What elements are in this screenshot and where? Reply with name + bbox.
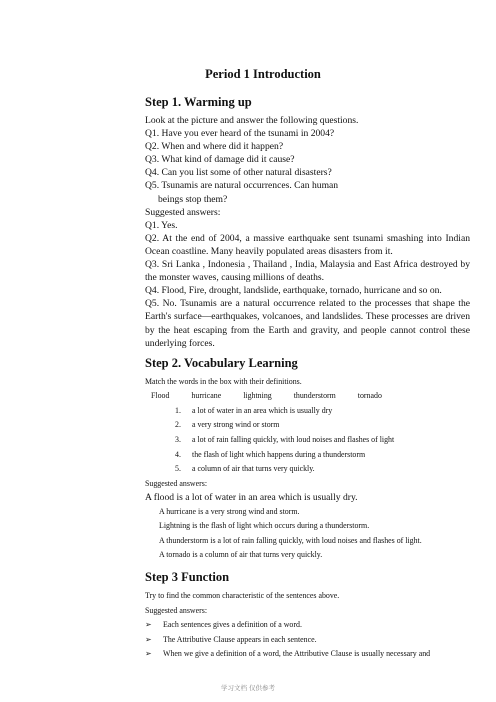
definition-text: a column of air that turns very quickly. <box>192 464 315 474</box>
question-3: Q3. What kind of damage did it cause? <box>145 154 295 166</box>
list-number: 3. <box>175 435 181 445</box>
list-item <box>145 647 470 662</box>
page-footer: 学习文档 仅供参考 <box>220 684 276 692</box>
list-number: 2. <box>175 420 181 430</box>
page-title: Period 1 Introduction <box>205 67 321 81</box>
word-thunderstorm: thunderstorm <box>293 391 336 401</box>
question-4: Q4. Can you list some of other natural disasters? <box>145 167 332 179</box>
answer-1: Q1. Yes. <box>145 219 178 231</box>
step1-heading: Step 1. Warming up <box>145 95 252 109</box>
definition-list <box>145 404 470 477</box>
list-item <box>145 404 470 419</box>
arrow-bullet-icon: ➢ <box>145 620 152 630</box>
question-5: Q5. Tsunamis are natural occurrences. Can human <box>145 180 339 192</box>
definition-text: a lot of rain falling quickly, with loud noises and flashes of light <box>192 435 395 445</box>
step2-intro: Match the words in the box with their definitions. <box>145 376 302 386</box>
answer-5: Q5. No. Tsunamis are a natural occurrence related to the processes that shape the Earth's surface—earthquakes, volcanoes, and landslides. These processes are driven by the heat escaping from the Earth and gravity, and people cannot control these underlying forces. <box>145 298 470 349</box>
question-5-continued: beings stop them? <box>158 193 228 205</box>
vocab-answer-4: A thunderstorm is a lot of rain falling quickly, with loud noises and flashes of light. <box>159 535 422 545</box>
list-item <box>145 433 470 448</box>
definition-text: the flash of light which happens during a thunderstorm <box>192 449 366 459</box>
list-number: 1. <box>175 405 181 415</box>
list-item <box>145 633 470 648</box>
word-tornado: tornado <box>357 391 382 401</box>
answer-3: Q3. Sri Lanka , Indonesia , Thailand , India, Malaysia and East Africa destroyed by the monster waves, causing millions of deaths. <box>145 259 470 284</box>
word-box <box>145 389 470 404</box>
list-item <box>145 618 470 633</box>
list-number: 5. <box>175 464 181 474</box>
step2-answers-label: Suggested answers: <box>145 478 208 488</box>
definition-text: a lot of water in an area which is usually dry <box>192 405 333 415</box>
word-lightning: lightning <box>243 391 272 401</box>
arrow-bullet-icon: ➢ <box>145 649 152 659</box>
step3-answers-label: Suggested answers: <box>145 605 208 615</box>
definition-text: a very strong wind or storm <box>192 420 280 430</box>
bullet-text: When we give a definition of a word, the Attributive Clause is usually necessary and <box>163 649 431 659</box>
bullet-text: Each sentences gives a definition of a word. <box>163 620 302 630</box>
step3-heading: Step 3 Function <box>145 569 230 584</box>
step3-intro: Try to find the common characteristic of the sentences above. <box>145 590 340 600</box>
vocab-answer-1: A flood is a lot of water in an area which is usually dry. <box>145 492 358 504</box>
arrow-bullet-icon: ➢ <box>145 634 152 644</box>
word-flood: Flood <box>151 391 170 401</box>
list-number: 4. <box>175 449 181 459</box>
list-item <box>145 462 470 477</box>
answer-4: Q4. Flood, Fire, drought, landslide, earthquake, tornado, hurricane and so on. <box>145 285 442 297</box>
question-1: Q1. Have you ever heard of the tsunami in 2004? <box>145 128 335 140</box>
vocab-answer-3: Lightning is the flash of light which occurs during a thunderstorm. <box>159 521 370 531</box>
word-hurricane: hurricane <box>191 391 222 401</box>
answer-2: Q2. At the end of 2004, a massive earthquake sent tsunami smashing into Indian Ocean coastline. Many heavily populated areas disasters from it. <box>145 232 470 257</box>
step2-heading: Step 2. Vocabulary Learning <box>145 355 298 370</box>
question-2: Q2. When and where did it happen? <box>145 141 284 153</box>
list-item <box>145 448 470 463</box>
step1-intro: Look at the picture and answer the following questions. <box>145 115 359 126</box>
vocab-answer-5: A tornado is a column of air that turns very quickly. <box>159 550 323 560</box>
step1-answers-label: Suggested answers: <box>145 206 221 218</box>
bullet-text: The Attributive Clause appears in each sentence. <box>163 634 317 644</box>
document-body <box>145 94 470 662</box>
list-item <box>145 418 470 433</box>
vocab-answer-2: A hurricane is a very strong wind and storm. <box>159 506 300 516</box>
